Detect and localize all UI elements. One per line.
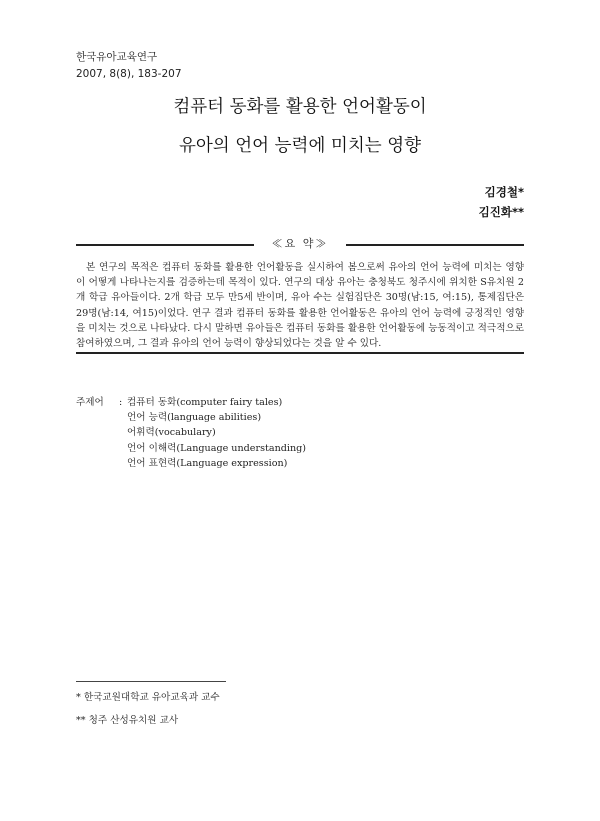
- footnote-marker: *: [76, 692, 81, 703]
- keyword-text: 어휘력(vocabulary): [127, 427, 216, 439]
- footnote-text: 한국교원대학교 유아교육과 교수: [83, 692, 220, 703]
- footnote-1: [76, 689, 220, 703]
- keyword-item: [119, 441, 306, 456]
- author-2: 김진화**: [478, 205, 524, 219]
- paper-title-line-1: 컴퓨터 동화를 활용한 언어활동이: [173, 97, 427, 117]
- keyword-text: 언어 이해력(Language understanding): [127, 442, 307, 454]
- keyword-item: [119, 456, 306, 471]
- keyword-text: 언어 표현력(Language expression): [127, 457, 288, 469]
- keyword-item: [119, 410, 306, 425]
- abstract-text: 본 연구의 목적은 컴퓨터 동화를 활용한 언어활동을 실시하여 봄으로써 유아의 언어 능력에 미치는 영향이 어떻게 나타나는지를 검증하는데 목적이 있다. 연구의 대상 유아는 충청북도 청주시에 위치한 S유치원 2개 학급 유아들이다. 2개 학급 모두 만5세 반이며, 유아 수는 실험집단은 30명(남:15, 여:15), 통제집단은 29명(남:14, 여15)이었다. 연구 결과 컴퓨터 동화를 활용한 언어활동은 유아의 언어 능력에 긍정적인 영향을 미치는 것으로 나타났다. 다시 말하면 유아들은 컴퓨터 동화를 활용한 언어활동에 능동적이고 적극적으로 참여하였으며, 그 결과 유아의 언어 능력이 향상되었다는 것을 알 수 있다.: [76, 262, 524, 350]
- keyword-text: 컴퓨터 동화(computer fairy tales): [127, 397, 283, 408]
- abstract-rule-left: [76, 244, 254, 246]
- keywords-label-text: 주제어: [76, 397, 104, 408]
- abstract-heading: [76, 236, 524, 252]
- keywords-label: [76, 395, 104, 410]
- journal-name: 한국유아교육연구: [76, 51, 158, 63]
- journal-header: [76, 49, 182, 83]
- keyword-item: [119, 395, 306, 410]
- keyword-item: [119, 425, 306, 440]
- footnote-rule: [76, 681, 226, 682]
- journal-citation: 2007, 8(8), 183-207: [76, 68, 182, 80]
- keyword-text: 언어 능력(language abilities): [127, 412, 262, 424]
- abstract-rule-right: [346, 244, 524, 246]
- footnote-2: [76, 712, 178, 726]
- author-1: 김경철*: [484, 185, 524, 199]
- paper-title-line-2: 유아의 언어 능력에 미치는 영향: [178, 136, 421, 156]
- keywords-list: [119, 395, 306, 471]
- footnote-text: 청주 산성유치원 교사: [88, 715, 179, 726]
- abstract-bottom-rule: [76, 352, 524, 354]
- footnote-marker: **: [76, 715, 86, 726]
- abstract-heading-label: ≪요 약≫: [271, 237, 329, 250]
- keywords-colon: :: [119, 397, 123, 408]
